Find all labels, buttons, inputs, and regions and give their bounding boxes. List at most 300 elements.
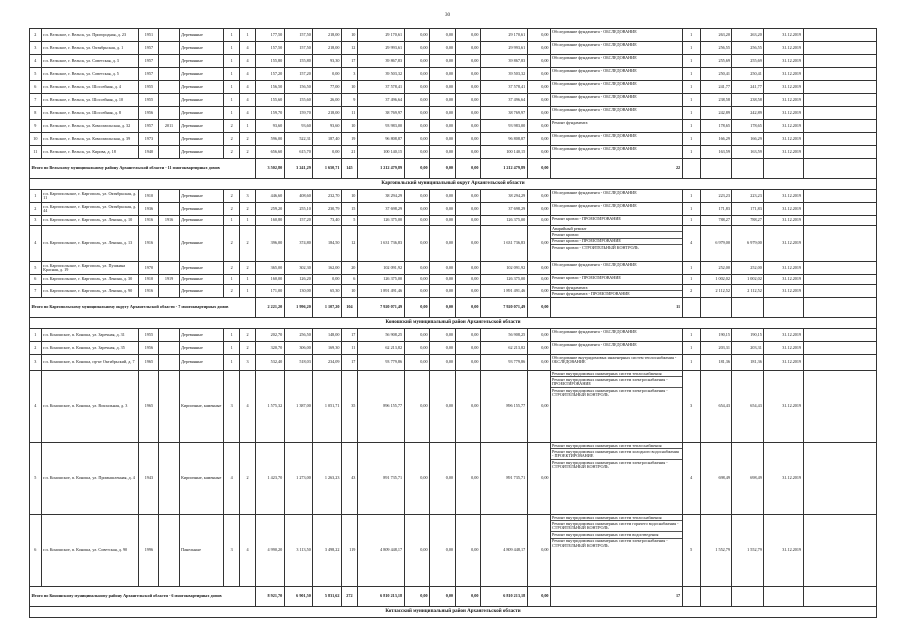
table-cell: 31.12.2019 <box>764 42 803 55</box>
total-cell: 6 810 213,18 <box>357 587 404 607</box>
work-types-cell <box>551 68 683 81</box>
table-cell: 6 <box>30 275 42 285</box>
total-cell: 104 <box>341 298 357 318</box>
table-cell: 0,00 <box>455 190 480 203</box>
table-cell: 2 <box>240 146 256 159</box>
table-cell: 1 <box>224 42 240 55</box>
table-cell: 0,00 <box>430 68 455 81</box>
table-cell: 1 <box>682 342 700 355</box>
table-cell: 156,50 <box>284 81 313 94</box>
table-cell: 1 <box>682 107 700 120</box>
table-cell <box>803 342 876 355</box>
table-cell: Деревянные <box>179 42 224 55</box>
table-cell: Деревянные <box>179 275 224 285</box>
table-cell <box>803 94 876 107</box>
table-cell <box>682 159 700 179</box>
table-cell: 1 <box>682 81 700 94</box>
table-cell: 2 <box>224 133 240 146</box>
table-cell: г.п. Коношское, п. Коноша, ул. Вокзальная, д. 3 <box>41 371 139 443</box>
table-row <box>30 81 877 94</box>
table-cell <box>803 226 876 262</box>
table-cell: 9 <box>341 94 357 107</box>
table-cell: 37 496,64 <box>480 94 527 107</box>
table-cell: 255,69 <box>700 55 732 68</box>
table-row <box>30 443 877 515</box>
table-cell: 0,00 <box>455 203 480 216</box>
table-cell: 0,00 <box>455 275 480 285</box>
table-cell: 0,00 <box>527 146 550 159</box>
table-cell: 788,27 <box>700 216 732 226</box>
table-cell: 0,00 <box>527 226 550 262</box>
work-type-item: Ремонт фундамента - ПРОЕКТИРОВАНИЕ <box>552 290 630 296</box>
table-cell: 159,70 <box>256 107 285 120</box>
table-cell: 31.12.2019 <box>764 275 803 285</box>
table-cell: 184,50 <box>313 226 342 262</box>
table-cell: 56 908,25 <box>357 329 404 342</box>
table-cell: 1 <box>224 329 240 342</box>
total-cell: 0,00 <box>527 298 550 318</box>
table-cell: 31.12.2019 <box>764 107 803 120</box>
table-cell <box>803 515 876 587</box>
table-cell: 7 <box>30 94 42 107</box>
table-cell: 396,00 <box>256 226 285 262</box>
table-cell: 256,50 <box>284 329 313 342</box>
table-cell: 163,59 <box>700 146 732 159</box>
table-cell: 160,80 <box>256 216 285 226</box>
total-cell: 0,00 <box>404 587 429 607</box>
table-cell: 0,00 <box>404 107 429 120</box>
table-cell: 0,00 <box>404 68 429 81</box>
table-cell: 0,00 <box>455 216 480 226</box>
table-cell: 0,00 <box>455 94 480 107</box>
table-cell: 1916 <box>139 226 159 262</box>
table-cell: 6 979,00 <box>700 226 732 262</box>
table-cell: Деревянные <box>179 342 224 355</box>
table-cell: 31.12.2019 <box>764 443 803 515</box>
table-cell: 0,00 <box>527 275 550 285</box>
table-cell: 4 <box>682 443 700 515</box>
total-cell: 0,00 <box>430 298 455 318</box>
work-type-item: Аварийный ремонт <box>551 226 682 232</box>
total-count: 11 <box>551 298 683 318</box>
table-cell: 698,49 <box>732 443 764 515</box>
table-cell: 31.12.2019 <box>764 371 803 443</box>
table-cell: Деревянные <box>179 329 224 342</box>
table-row <box>30 329 877 342</box>
table-cell: 35 <box>341 371 357 443</box>
table-cell <box>159 42 179 55</box>
table-cell: 5 <box>341 216 357 226</box>
table-cell: 522,31 <box>284 133 313 146</box>
table-cell: 5 <box>30 262 42 275</box>
table-cell: 4 <box>224 443 240 515</box>
total-cell: 1 212 479,89 <box>480 159 527 179</box>
table-cell: 1 <box>682 29 700 42</box>
work-type-item: Обследование фундамента - ОБСЛЕДОВАНИЕ <box>552 132 637 138</box>
table-cell: 250,41 <box>732 68 764 81</box>
table-cell: 1 <box>224 107 240 120</box>
table-cell: 203,31 <box>700 342 732 355</box>
table-row <box>30 275 877 285</box>
table-cell: Деревянные <box>179 216 224 226</box>
work-types-cell <box>551 203 683 216</box>
table-cell: 1916 <box>139 216 159 226</box>
table-cell: 4 <box>240 371 256 443</box>
table-cell: 6 <box>30 81 42 94</box>
table-cell: 2 112,52 <box>732 285 764 298</box>
total-count: 17 <box>551 587 683 607</box>
table-cell: 10 <box>341 29 357 42</box>
table-cell <box>803 329 876 342</box>
table-cell <box>159 329 179 342</box>
work-type-item: Обследование фундамента - ОБСЛЕДОВАНИЕ <box>552 189 637 195</box>
table-cell <box>159 371 179 443</box>
table-cell: 1 552,79 <box>732 515 764 587</box>
table-cell: 93 983,00 <box>480 120 527 133</box>
table-cell: 1 <box>240 120 256 133</box>
table-cell: 0,00 <box>404 515 429 587</box>
table-cell: 2 <box>240 443 256 515</box>
table-cell: 0,00 <box>404 262 429 275</box>
table-cell: 232,70 <box>313 190 342 203</box>
table-cell: 1 552,79 <box>700 515 732 587</box>
table-cell: 0,00 <box>404 342 429 355</box>
table-cell: 102 091,92 <box>480 262 527 275</box>
table-row <box>30 29 877 42</box>
table-cell: 126 375,00 <box>480 275 527 285</box>
table-cell: 1 002,02 <box>732 275 764 285</box>
work-type-item: Ремонт внутридомовых инженерных систем электроснабжения - СТРОИТЕЛЬНЫЙ КОНТРОЛЬ <box>552 459 668 470</box>
table-cell: г.п. Коношское, п. Коноша, ул. Советская, д. 90 <box>41 515 139 587</box>
table-cell: 1996 <box>139 515 159 587</box>
table-cell <box>159 443 179 515</box>
table-cell: 126 375,00 <box>480 216 527 226</box>
table-cell: 1 <box>682 146 700 159</box>
table-cell: 29 993,61 <box>480 42 527 55</box>
table-cell: 148,00 <box>313 329 342 342</box>
table-cell: Деревянные <box>179 146 224 159</box>
table-cell: 202,70 <box>256 329 285 342</box>
table-cell: 65,30 <box>313 285 342 298</box>
table-cell: 238,58 <box>732 94 764 107</box>
table-cell: Деревянные <box>179 355 224 371</box>
table-cell: 1 <box>682 275 700 285</box>
table-cell <box>700 159 732 179</box>
table-cell: 17 <box>341 355 357 371</box>
table-cell: 3 113,50 <box>284 515 313 587</box>
table-cell: 0,00 <box>455 285 480 298</box>
table-cell <box>803 55 876 68</box>
table-row <box>30 107 877 120</box>
table-cell: г.п. Каргопольское, г. Каргополь, ул. Пушкина Красная, д. 19 <box>41 262 139 275</box>
table-cell: 31.12.2019 <box>764 68 803 81</box>
table-cell: 891 735,71 <box>480 443 527 515</box>
table-cell: 2 <box>224 120 240 133</box>
table-cell: 365,00 <box>256 262 285 275</box>
table-cell: 0,00 <box>430 81 455 94</box>
table-cell <box>803 29 876 42</box>
table-cell: 93 983,00 <box>357 120 404 133</box>
table-cell <box>682 298 700 318</box>
table-cell: 1 891 491,46 <box>357 285 404 298</box>
total-cell: 5 831,62 <box>313 587 342 607</box>
table-cell: 190,15 <box>700 329 732 342</box>
table-cell: 31.12.2019 <box>764 120 803 133</box>
table-cell: 2 <box>240 203 256 216</box>
table-cell <box>764 159 803 179</box>
table-cell: 155,80 <box>284 55 313 68</box>
work-types-cell <box>551 285 683 298</box>
table-cell: 26,00 <box>313 94 342 107</box>
table-cell: Деревянные <box>179 285 224 298</box>
table-cell: 656,60 <box>256 146 285 159</box>
table-cell: 21 <box>341 146 357 159</box>
table-cell <box>700 587 732 607</box>
section-header-row <box>30 179 877 190</box>
table-cell: г.п. Вельское, г. Вельск, ул. Пригородная, д. 23 <box>41 29 139 42</box>
table-cell: 11 <box>30 146 42 159</box>
table-cell: 37 698,29 <box>480 203 527 216</box>
table-cell: 1 273,00 <box>284 443 313 515</box>
table-cell: 4 <box>30 55 42 68</box>
table-cell: 126 375,00 <box>357 216 404 226</box>
table-cell: 0,00 <box>404 55 429 68</box>
table-cell: 0,00 <box>455 133 480 146</box>
table-cell: 31.12.2019 <box>764 55 803 68</box>
table-cell: 0,00 <box>404 29 429 42</box>
table-cell: 374,80 <box>284 226 313 262</box>
table-cell: 0,00 <box>527 29 550 42</box>
table-cell: 100 140,15 <box>357 146 404 159</box>
work-type-item: Обследование фундамента - ОБСЛЕДОВАНИЕ <box>552 93 637 99</box>
table-cell <box>732 587 764 607</box>
table-cell: 2 <box>224 285 240 298</box>
table-cell: 38 294,29 <box>480 190 527 203</box>
table-cell: 166,29 <box>700 133 732 146</box>
table-cell <box>682 587 700 607</box>
table-cell <box>803 146 876 159</box>
table-cell: 0,00 <box>455 29 480 42</box>
table-cell: 39 867,83 <box>480 55 527 68</box>
table-cell: 5 <box>682 515 700 587</box>
table-cell: 62 213,82 <box>480 342 527 355</box>
table-row <box>30 226 877 262</box>
table-cell: 0,00 <box>404 190 429 203</box>
table-cell: 4 809 448,17 <box>357 515 404 587</box>
total-label: Итого по Вельскому муниципальному району Архангельской области - 11 многоквартирных домов <box>30 159 256 179</box>
table-cell: 1965 <box>139 355 159 371</box>
table-cell: Деревянные <box>179 262 224 275</box>
table-cell: 0,00 <box>455 146 480 159</box>
table-cell: г.п. Каргопольское, г. Каргополь, ул. Ленина, д. 30 <box>41 275 139 285</box>
table-cell <box>159 133 179 146</box>
table-cell: 654,43 <box>700 371 732 443</box>
work-type-item: Ремонт внутридомовых инженерных систем холодного водоснабжения - ПРОЕКТИРОВАНИЕ <box>551 449 682 460</box>
total-cell: 7 920 071,49 <box>480 298 527 318</box>
table-cell: 0,00 <box>455 355 480 371</box>
table-cell: 891 735,71 <box>357 443 404 515</box>
work-type-item: Ремонт кровли - СТРОИТЕЛЬНЫЙ КОНТРОЛЬ <box>552 244 639 250</box>
table-cell: 31.12.2019 <box>764 81 803 94</box>
work-types-cell <box>551 107 683 120</box>
table-cell <box>803 275 876 285</box>
table-cell: 3 <box>224 371 240 443</box>
table-cell: 1916 <box>139 285 159 298</box>
total-cell: 1 996,20 <box>284 298 313 318</box>
table-cell: 8 <box>30 107 42 120</box>
table-row <box>30 262 877 275</box>
table-cell: 1 <box>682 94 700 107</box>
table-cell <box>803 159 876 179</box>
table-cell: 0,00 <box>404 285 429 298</box>
table-cell <box>159 190 179 203</box>
table-cell: 1919 <box>159 275 179 285</box>
table-cell: 93,60 <box>313 120 342 133</box>
table-cell: 4 <box>30 226 42 262</box>
work-types-cell <box>551 329 683 342</box>
table-cell: 157,50 <box>284 42 313 55</box>
table-cell: 12 <box>341 42 357 55</box>
table-cell <box>803 285 876 298</box>
table-cell: 20 <box>341 262 357 275</box>
table-cell: 1 <box>240 29 256 42</box>
total-cell: 272 <box>341 587 357 607</box>
table-cell: 56 908,25 <box>480 329 527 342</box>
table-cell: 4 <box>240 42 256 55</box>
work-types-cell <box>551 120 683 133</box>
work-type-item: Обследование фундамента - ОБСЛЕДОВАНИЕ <box>552 28 637 34</box>
table-cell: г.п. Вельское, г. Вельск, ул. Кирова, д. 18 <box>41 146 139 159</box>
table-cell: 0,00 <box>404 94 429 107</box>
table-cell <box>732 298 764 318</box>
table-cell: 5 <box>30 443 42 515</box>
table-cell: 166,29 <box>732 133 764 146</box>
table-cell: 0,00 <box>527 342 550 355</box>
table-cell: 0,00 <box>527 355 550 371</box>
table-cell: г.п. Вельское, г. Вельск, ул. Советская, д. 3 <box>41 55 139 68</box>
table-cell: 29 170,61 <box>357 29 404 42</box>
table-cell: 2 <box>224 190 240 203</box>
table-cell: 1 <box>682 203 700 216</box>
table-cell <box>159 203 179 216</box>
table-cell: 0,00 <box>430 355 455 371</box>
total-cell: 1 107,20 <box>313 298 342 318</box>
table-row <box>30 94 877 107</box>
table-cell: 0,00 <box>404 42 429 55</box>
work-type-item: Ремонт внутридомовых инженерных систем электроснабжения - СТРОИТЕЛЬНЫЙ КОНТРОЛЬ <box>552 538 668 548</box>
table-cell: 7 <box>30 285 42 298</box>
table-cell <box>159 81 179 94</box>
table-cell: 2 <box>682 285 700 298</box>
section-title: Каргопольский муниципальный округ Архангельской области <box>30 179 877 190</box>
table-cell: 0,00 <box>430 216 455 226</box>
table-cell: 0,00 <box>404 226 429 262</box>
table-cell: 1940 <box>139 146 159 159</box>
table-cell: 0,00 <box>430 94 455 107</box>
table-cell: 93,60 <box>256 120 285 133</box>
table-cell <box>803 190 876 203</box>
table-cell: 1 <box>682 55 700 68</box>
table-cell: 0,00 <box>455 342 480 355</box>
table-cell: 1 575,32 <box>256 371 285 443</box>
table-cell: 31.12.2019 <box>764 226 803 262</box>
work-type-item: Обследование внутридомовых инженерных систем теплоснабжения - ОБСЛЕДОВАНИЕ <box>552 354 677 364</box>
table-cell: 157,20 <box>256 68 285 81</box>
table-cell: 1 <box>30 190 42 203</box>
table-cell: 190,15 <box>732 329 764 342</box>
table-cell: 0,00 <box>455 55 480 68</box>
table-cell: 0,00 <box>527 216 550 226</box>
total-cell: 1 650,71 <box>313 159 342 179</box>
table-cell <box>803 371 876 443</box>
table-cell: 896 155,77 <box>357 371 404 443</box>
table-cell: 0,00 <box>313 68 342 81</box>
work-type-item: Ремонт фундамента <box>552 119 588 125</box>
table-cell: 0,00 <box>455 68 480 81</box>
table-cell: 3 <box>224 515 240 587</box>
table-cell: 2 <box>30 342 42 355</box>
total-cell: 145 <box>341 159 357 179</box>
table-cell: 1 <box>682 355 700 371</box>
total-label: Итого по Коношскому муниципальному району Архангельской области - 6 многоквартирных домов <box>30 587 256 607</box>
table-cell: 1 <box>224 29 240 42</box>
work-type-item: Обследование фундамента - ОБСЛЕДОВАНИЕ <box>552 41 637 47</box>
work-type-item: Обследование фундамента - ОБСЛЕДОВАНИЕ <box>552 67 637 73</box>
total-count: 22 <box>551 159 683 179</box>
table-cell: 1 <box>682 120 700 133</box>
table-cell: Деревянные <box>179 81 224 94</box>
table-row <box>30 515 877 587</box>
table-cell: 31.12.2019 <box>764 29 803 42</box>
table-cell: 0,00 <box>455 515 480 587</box>
table-cell: 218,00 <box>313 107 342 120</box>
work-type-item: Обследование фундамента - ОБСЛЕДОВАНИЕ <box>552 106 637 112</box>
work-type-item: Ремонт внутридомовых инженерных систем электроснабжения - ПРОЕКТИРОВАНИЕ <box>551 377 682 388</box>
table-cell: Деревянные <box>179 190 224 203</box>
table-cell <box>803 298 876 318</box>
table-cell: 187,40 <box>313 133 342 146</box>
table-cell: Деревянные <box>179 203 224 216</box>
table-cell: Деревянные <box>179 107 224 120</box>
table-cell: 2 <box>30 203 42 216</box>
total-cell: 0,00 <box>430 587 455 607</box>
table-cell: 1957 <box>139 42 159 55</box>
table-cell: 157,50 <box>256 42 285 55</box>
section-title: Коношский муниципальный район Архангельской области <box>30 318 877 329</box>
table-cell <box>159 262 179 275</box>
table-cell: 6 <box>30 515 42 587</box>
work-types-cell <box>551 94 683 107</box>
table-cell: 0,00 <box>455 329 480 342</box>
table-row <box>30 216 877 226</box>
table-cell <box>803 133 876 146</box>
table-cell: 6 979,00 <box>732 226 764 262</box>
total-cell: 7 920 071,49 <box>357 298 404 318</box>
table-cell: 0,00 <box>430 515 455 587</box>
table-cell: 0,00 <box>527 203 550 216</box>
table-cell: 160,00 <box>256 275 285 285</box>
table-cell: 0,00 <box>430 443 455 515</box>
table-cell: 1 <box>682 216 700 226</box>
table-cell: 10 <box>30 133 42 146</box>
table-cell: 0,00 <box>455 81 480 94</box>
work-types-cell <box>551 29 683 42</box>
table-cell: Деревянные <box>179 55 224 68</box>
table-cell: 1910 <box>139 275 159 285</box>
table-cell: Деревянные <box>179 29 224 42</box>
table-cell: 37 578,41 <box>480 81 527 94</box>
table-cell: 302,30 <box>284 262 313 275</box>
